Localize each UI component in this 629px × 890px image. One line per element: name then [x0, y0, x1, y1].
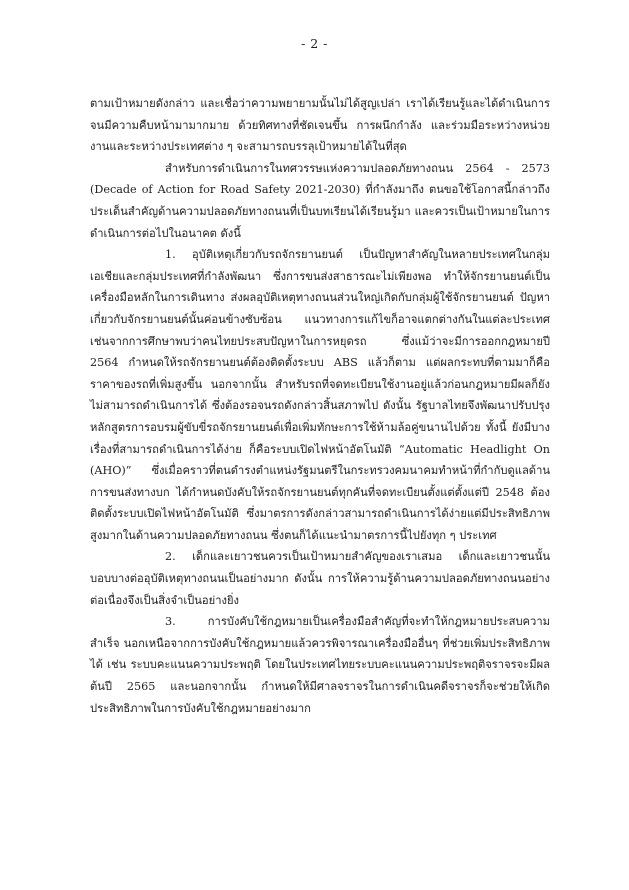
paragraph-item-3-enforcement: 3. การบังคับใช้กฎหมายเป็นเครื่องมือสำคัญที่จะทำให้กฎหมายประสบความสำเร็จ นอกเหนือจากการบังคับใช้กฎหมายแล้วควรพิจารณาเครื่องมืออื่นๆ ที่ช่วยเพิ่มประสิทธิภาพได้ เช่น ระบบคะแนนความประพฤติ โดยในประเทศไทยระบบคะแนนความประพฤติจราจรจะมีผลต้นปี 2565 และนอกจากนั้น กำหนดให้มีศาลจราจรในการดำเนินคดีจราจรก็จะช่วยให้เกิดประสิทธิภาพในการบังคับใช้กฎหมายอย่างมาก — [90, 615, 550, 715]
page-number: - 2 - — [301, 36, 328, 51]
paragraph-item-1-motorcycles: 1. อุบัติเหตุเกี่ยวกับรถจักรยานยนต์ เป็นปัญหาสำคัญในหลายประเทศในกลุ่มเอเชียและกลุ่มประเทศที่กำลังพัฒนา ซึ่งการขนส่งสาธารณะไม่เพียงพอ ทำให้จักรยานยนต์เป็นเครื่องมือหลักในการเดินทาง ส่งผลอุบัติเหตุทางถนนส่วนใหญ่เกิดกับกลุ่มผู้ใช้จักรยานยนต์ ปัญหาเกี่ยวกับจักรยานยนต์นั้นค่อนข้างซับซ้อน แนวทางการแก้ไขก็อาจแตกต่างกันในแต่ละประเทศ เช่นจากการศึกษาพบว่าคนไทยประสบปัญหาในการหยุดรถ ซึ่งแม้ว่าจะมีการออกกฎหมายปี 2564 กำหนดให้รถจักรยานยนต์ต้องติดตั้งระบบ ABS แล้วก็ตาม แต่ผลกระทบที่ตามมาก็คือราคาของรถที่เพิ่มสูงขึ้น นอกจากนั้น สำหรับรถที่จดทะเบียนใช้งานอยู่แล้วก่อนกฎหมายมีผลก็ยังไม่สามารถดำเนินการได้ ซึ่งต้องรอจนรถดังกล่าวสิ้นสภาพไป ดังนั้น รัฐบาลไทยจึงพัฒนาปรับปรุงหลักสูตรการอบรมผู้ขับขี่รถจักรยานยนต์เพื่อเพิ่มทักษะการใช้ห้ามล้อคู่ขนานไปด้วย ทั้งนี้ ยังมีบางเรื่องที่สามารถดำเนินการได้ง่าย ก็คือระบบเปิดไฟหน้าอัตโนมัติ “Automatic Headlight On (AHO)” ซึ่งเมื่อคราวที่ตนดำรงตำแหน่งรัฐมนตรีในกระทรวงคมนาคมทำหน้าที่กำกับดูแลด้านการขนส่งทางบก ได้กำหนดบังคับให้รถจักรยานยนต์ทุกคันที่จดทะเบียนตั้งแต่ตั้งแต่ปี 2548 ต้องติดตั้งระบบเปิดไฟหน้าอัตโนมัติ ซึ่งมาตรการดังกล่าวสามารถดำเนินการได้ง่ายแต่มีประสิทธิภาพสูงมากในด้านความปลอดภัยทางถนน ซึ่งตนก็ได้แนะนำมาตรการนี้ไปยังทุก ๆ ประเทศ — [90, 248, 550, 542]
paragraph-decade-of-action: สำหรับการดำเนินการในทศวรรษแห่งความปลอดภัยทางถนน 2564 - 2573 (Decade of Action for Road Safety 2021-2030) ที่กำลังมาถึง ตนขอใช้โอกาสนี้กล่าวถึงประเด็นสำคัญด้านความปลอดภัยทางถนนที่เป็นบทเรียนได้เรียนรู้มา และควรเป็นเป้าหมายในการดำเนินการต่อไปในอนาคต ดังนี้ — [90, 161, 550, 240]
paragraph-intro-continued: ตามเป้าหมายดังกล่าว และเชื่อว่าความพยายามนั้นไม่ได้สูญเปล่า เราได้เรียนรู้และได้ดำเนินการจนมีความคืบหน้ามามากมาย ด้วยทิศทางที่ชัดเจนขึ้น การผนึกกำลัง และร่วมมือระหว่างหน่วยงานและระหว่างประเทศต่าง ๆ จะสามารถบรรลุเป้าหมายได้ในที่สุด — [90, 97, 550, 154]
paragraph-item-2-youth: 2. เด็กและเยาวชนควรเป็นเป้าหมายสำคัญของเราเสมอ เด็กและเยาวชนนั้นบอบบางต่ออุบัติเหตุทางถนนเป็นอย่างมาก ดังนั้น การให้ความรู้ด้านความปลอดภัยทางถนนอย่างต่อเนื่องจึงเป็นสิ่งจำเป็นอย่างยิ่ง — [90, 550, 550, 607]
body-text — [90, 93, 550, 719]
